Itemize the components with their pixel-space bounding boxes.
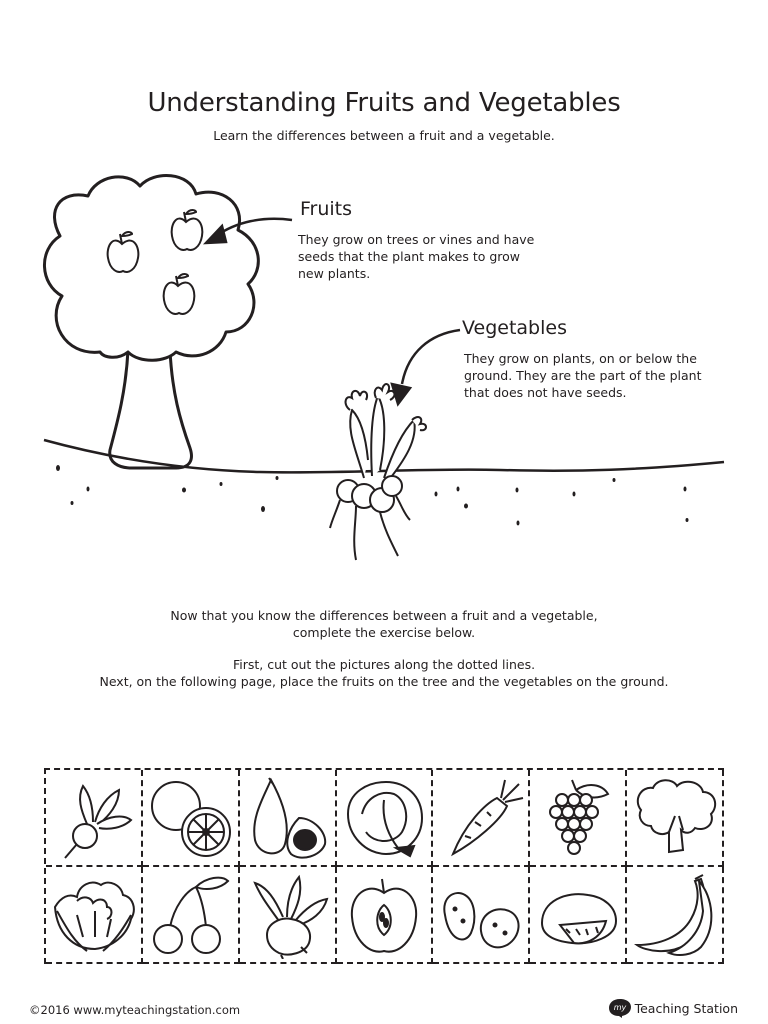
lettuce-icon — [338, 774, 430, 862]
vegetables-heading: Vegetables — [462, 317, 567, 339]
kohlrabi-icon — [241, 871, 333, 959]
carrot-icon — [435, 774, 527, 862]
cutout-grid — [44, 768, 724, 964]
instructions — [0, 607, 768, 690]
potatoes-icon — [435, 871, 527, 959]
fruits-description: They grow on trees or vines and have seeds that the plant makes to grow new plants. — [298, 232, 535, 281]
page-title: Understanding Fruits and Vegetables — [147, 88, 621, 118]
cauliflower-icon — [47, 871, 139, 959]
logo-text: Teaching Station — [634, 1000, 738, 1016]
orange-icon — [144, 774, 236, 862]
page-subtitle: Learn the differences between a fruit and a vegetable. — [213, 128, 555, 143]
cutout-card[interactable] — [143, 867, 240, 964]
lemon-icon — [532, 871, 624, 959]
cutout-card[interactable] — [337, 770, 434, 867]
radish-icon — [47, 774, 139, 862]
grapes-icon — [532, 774, 624, 862]
teaching-station-logo — [608, 997, 738, 1019]
footer-copyright: ©2016 www.myteachingstation.com — [29, 1003, 241, 1017]
vegetables-description: They grow on plants, on or below the ground. They are the part of the plant that does not have seeds. — [464, 351, 702, 400]
instruction-line: Now that you know the differences between a fruit and a vegetable, — [170, 608, 598, 623]
fruits-heading: Fruits — [300, 198, 353, 220]
bananas-icon — [629, 871, 721, 959]
apple-half-icon — [338, 871, 430, 959]
cutout-card[interactable] — [337, 867, 434, 964]
instruction-line: complete the exercise below. — [292, 625, 476, 640]
cutout-card[interactable] — [433, 770, 530, 867]
svg-text:my: my — [613, 1003, 626, 1012]
cutout-card[interactable] — [143, 770, 240, 867]
logo-icon — [608, 997, 632, 1019]
cutout-card[interactable] — [627, 770, 724, 867]
instruction-line: Next, on the following page, place the fruits on the tree and the vegetables on the ground. — [99, 674, 669, 689]
cutout-card[interactable] — [530, 770, 627, 867]
broccoli-icon — [629, 774, 721, 862]
cutout-card[interactable] — [627, 867, 724, 964]
avocado-icon — [241, 774, 333, 862]
cutout-card[interactable] — [46, 770, 143, 867]
cutout-card[interactable] — [530, 867, 627, 964]
cutout-card[interactable] — [240, 770, 337, 867]
cherries-icon — [144, 871, 236, 959]
cutout-card[interactable] — [46, 867, 143, 964]
instruction-line: First, cut out the pictures along the dotted lines. — [232, 657, 536, 672]
cutout-card[interactable] — [240, 867, 337, 964]
tree-illustration — [44, 176, 258, 468]
cutout-card[interactable] — [433, 867, 530, 964]
